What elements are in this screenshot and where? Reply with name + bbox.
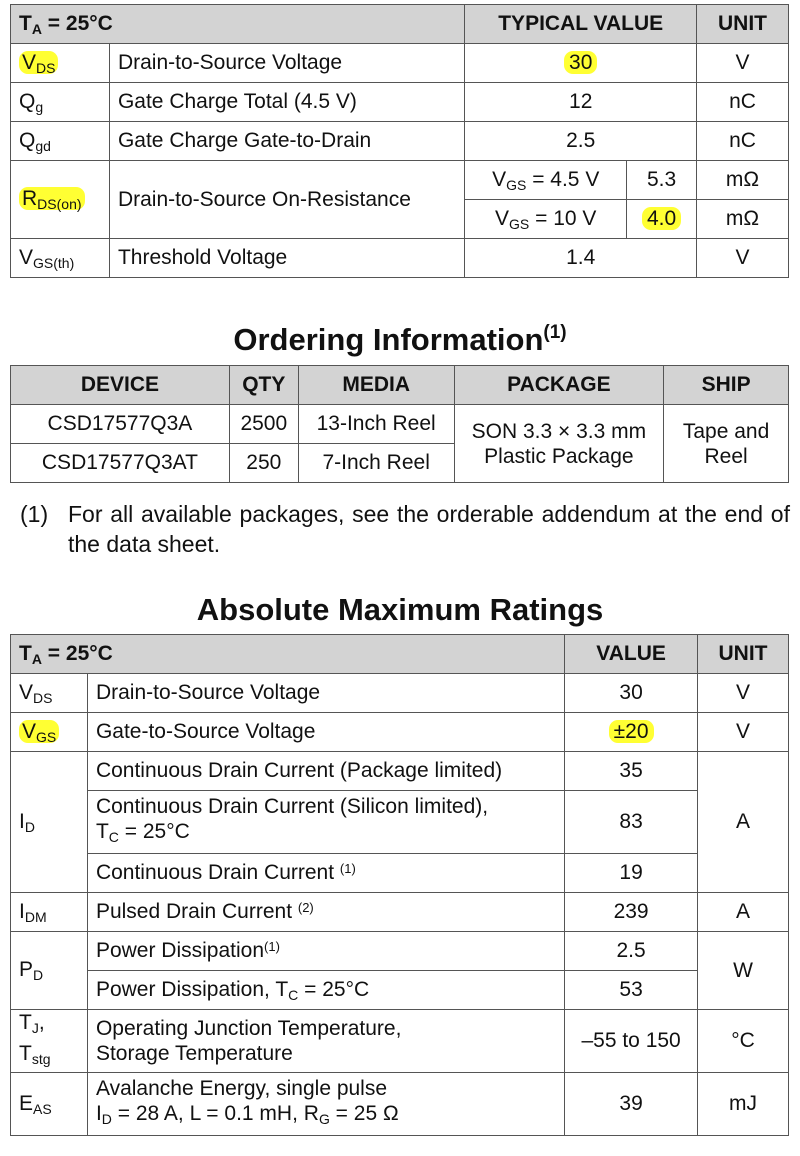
description-cell: Threshold Voltage	[109, 239, 464, 278]
device-header: DEVICE	[11, 366, 230, 405]
unit-header: UNIT	[697, 5, 789, 44]
symbol-cell: $V_{GS}$	[11, 713, 88, 752]
unit-cell: V	[698, 674, 789, 713]
value-cell: 4.0	[627, 200, 697, 239]
description-cell: Pulsed Drain Current $^{(2)}$	[87, 893, 564, 932]
typical-value-header: TYPICAL VALUE	[465, 5, 697, 44]
value-cell: 35	[565, 752, 698, 791]
table-row	[11, 1010, 789, 1073]
table-row	[11, 893, 789, 932]
table-row	[11, 405, 789, 444]
value-cell: ±20	[565, 713, 698, 752]
description-cell: Drain-to-Source Voltage	[109, 44, 464, 83]
condition-cell: $V_{GS} = 4.5$ V	[465, 161, 627, 200]
condition-cell: $V_{GS} = 10$ V	[465, 200, 627, 239]
product-summary-table	[10, 4, 789, 278]
table-row	[11, 83, 789, 122]
description-cell: Gate Charge Total (4.5 V)	[109, 83, 464, 122]
table-row	[11, 932, 789, 971]
unit-cell: mJ	[698, 1073, 789, 1136]
value-cell: 239	[565, 893, 698, 932]
table-header-row	[11, 366, 789, 405]
symbol-cell: $V_{DS}$	[11, 44, 110, 83]
unit-cell: W	[698, 932, 789, 1010]
condition-header: $T_A = 25^\circ C$	[11, 5, 465, 44]
unit-cell: A	[698, 752, 789, 893]
table-row	[11, 161, 789, 200]
value-cell: 2.5	[465, 122, 697, 161]
ordering-table	[10, 365, 789, 483]
description-cell: Continuous Drain Current $^{(1)}$	[87, 854, 564, 893]
value-cell: 30	[465, 44, 697, 83]
table-row	[11, 971, 789, 1010]
table-row	[11, 752, 789, 791]
value-cell: 12	[465, 83, 697, 122]
table-row	[11, 713, 789, 752]
footnote-text: For all available packages, see the orderable addendum at the end of the data sheet.	[68, 501, 790, 557]
qty-header: QTY	[229, 366, 298, 405]
unit-cell: °C	[698, 1010, 789, 1073]
symbol-cell: $Q_{gd}$	[11, 122, 110, 161]
package-cell: SON 3.3 × 3.3 mm Plastic Package	[454, 405, 664, 483]
symbol-cell: $R_{DS(on)}$	[11, 161, 110, 239]
package-header: PACKAGE	[454, 366, 664, 405]
value-cell: 5.3	[627, 161, 697, 200]
description-cell: Power Dissipation, $T_C = 25^\circ C$	[87, 971, 564, 1010]
description-cell: Gate-to-Source Voltage	[87, 713, 564, 752]
abs-max-table	[10, 634, 789, 1136]
value-cell: 2.5	[565, 932, 698, 971]
table-row	[11, 44, 789, 83]
unit-cell: V	[697, 44, 789, 83]
abs-max-title: Absolute Maximum Ratings	[196, 592, 604, 627]
symbol-cell: $T_J$, $T_{stg}$	[11, 1010, 88, 1073]
media-cell: 7-Inch Reel	[298, 444, 454, 483]
symbol-cell: $I_{DM}$	[11, 893, 88, 932]
footnote-number: (1)	[20, 501, 49, 527]
device-cell: CSD17577Q3AT	[11, 444, 230, 483]
description-cell: Continuous Drain Current (Silicon limited), $T_C = 25^\circ C$	[87, 791, 564, 854]
ship-header: SHIP	[664, 366, 789, 405]
value-cell: –55 to 150	[565, 1010, 698, 1073]
value-cell: 53	[565, 971, 698, 1010]
description-cell: Gate Charge Gate-to-Drain	[109, 122, 464, 161]
value-cell: 19	[565, 854, 698, 893]
device-cell: CSD17577Q3A	[11, 405, 230, 444]
ship-cell: Tape and Reel	[664, 405, 789, 483]
ordering-title: Ordering Information$^{(1)}$	[233, 322, 567, 357]
table-row	[11, 854, 789, 893]
media-cell: 13-Inch Reel	[298, 405, 454, 444]
symbol-cell: $V_{DS}$	[11, 674, 88, 713]
description-cell: Operating Junction Temperature, Storage Temperature	[87, 1010, 564, 1073]
symbol-cell: $I_D$	[11, 752, 88, 893]
value-cell: 1.4	[465, 239, 697, 278]
symbol-cell: $Q_g$	[11, 83, 110, 122]
table-row	[11, 791, 789, 854]
unit-cell: nC	[697, 83, 789, 122]
description-cell: Drain-to-Source Voltage	[87, 674, 564, 713]
value-header: VALUE	[565, 635, 698, 674]
unit-cell: A	[698, 893, 789, 932]
unit-cell: V	[697, 239, 789, 278]
table-row	[11, 674, 789, 713]
symbol-cell: $E_{AS}$	[11, 1073, 88, 1136]
qty-cell: 2500	[229, 405, 298, 444]
table-header-row	[11, 5, 789, 44]
media-header: MEDIA	[298, 366, 454, 405]
unit-cell: mΩ	[697, 161, 789, 200]
description-cell: Drain-to-Source On-Resistance	[109, 161, 464, 239]
value-cell: 30	[565, 674, 698, 713]
table-row	[11, 1073, 789, 1136]
condition-header: $T_A = 25^\circ C$	[11, 635, 565, 674]
value-cell: 39	[565, 1073, 698, 1136]
unit-cell: nC	[697, 122, 789, 161]
description-cell: Power Dissipation$^{(1)}$	[87, 932, 564, 971]
table-header-row	[11, 635, 789, 674]
qty-cell: 250	[229, 444, 298, 483]
unit-cell: V	[698, 713, 789, 752]
table-row	[11, 239, 789, 278]
value-cell: 83	[565, 791, 698, 854]
symbol-cell: $V_{GS(th)}$	[11, 239, 110, 278]
unit-cell: mΩ	[697, 200, 789, 239]
unit-header: UNIT	[698, 635, 789, 674]
symbol-cell: $P_D$	[11, 932, 88, 1010]
description-cell: Continuous Drain Current (Package limited)	[87, 752, 564, 791]
description-cell: Avalanche Energy, single pulse $I_D = 28$ A, L = 0.1 mH, $R_G = 25$ Ω	[87, 1073, 564, 1136]
ordering-footnote	[20, 499, 790, 559]
table-row	[11, 122, 789, 161]
